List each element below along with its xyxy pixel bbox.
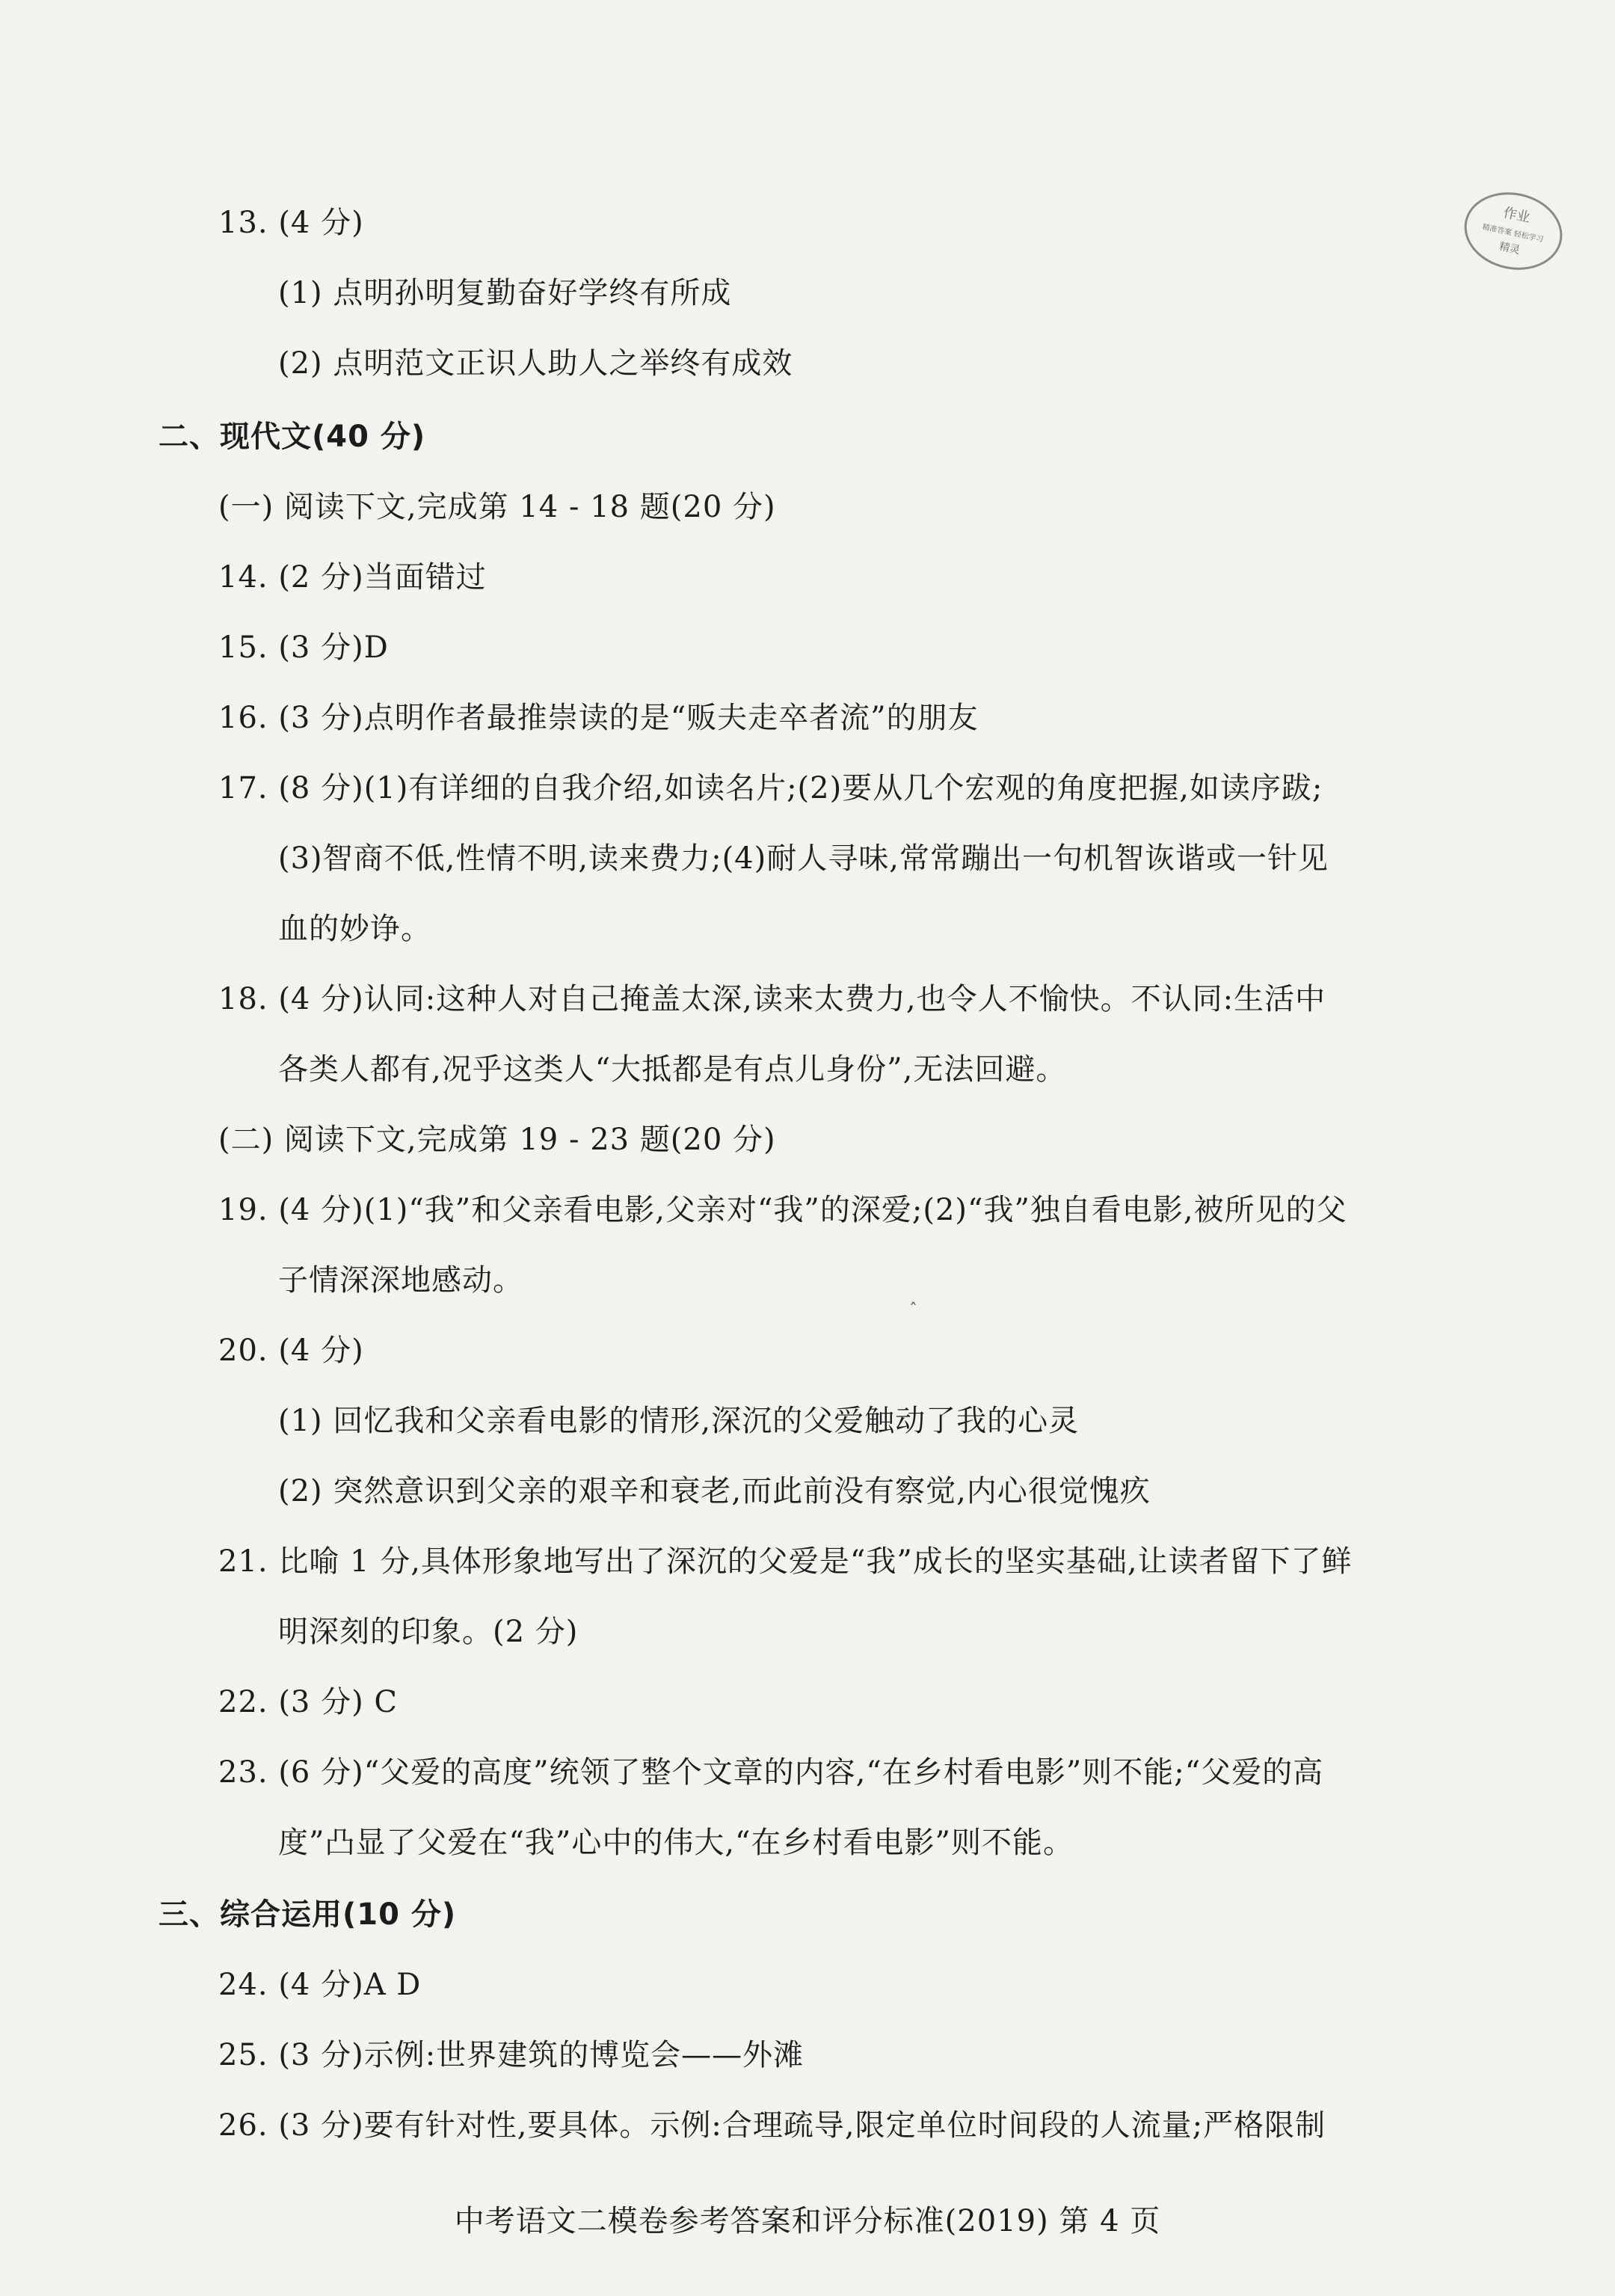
- q19-line-1: 19. (4 分)(1)“我”和父亲看电影,父亲对“我”的深爱;(2)“我”独自看电影,被所见的父: [218, 1193, 1347, 1227]
- q20-heading: 20. (4 分): [218, 1333, 364, 1368]
- q18-line-1: 18. (4 分)认同:这种人对自己掩盖太深,读来太费力,也令人不愉快。不认同:生活中: [218, 982, 1326, 1016]
- q18-line-2: 各类人都有,况乎这类人“大抵都是有点儿身份”,无法回避。: [278, 1052, 1067, 1087]
- q26-line-1: 26. (3 分)要有针对性,要具体。示例:合理疏导,限定单位时间段的人流量;严格限制: [218, 2108, 1326, 2143]
- stamp-middle-text: 精准答案 轻松学习: [1481, 223, 1545, 245]
- q24-answer: 24. (4 分)A D: [218, 1968, 422, 2002]
- q20-point-2: (2) 突然意识到父亲的艰辛和衰老,而此前没有察觉,内心很觉愧疚: [278, 1474, 1151, 1508]
- q16-answer: 16. (3 分)点明作者最推崇读的是“贩夫走卒者流”的朋友: [218, 701, 979, 735]
- q13-point-2: (2) 点明范文正识人助人之举终有成效: [278, 346, 793, 381]
- section-3-heading: 三、综合运用(10 分): [159, 1897, 457, 1932]
- q13-point-1: (1) 点明孙明复勤奋好学终有所成: [278, 276, 732, 310]
- stamp-top-text: 作业: [1501, 204, 1532, 226]
- q14-answer: 14. (2 分)当面错过: [218, 560, 487, 595]
- q13-heading: 13. (4 分): [218, 206, 364, 240]
- q17-line-3: 血的妙诤。: [278, 912, 431, 946]
- q19-line-2: 子情深深地感动。: [278, 1263, 523, 1298]
- section-2-heading: 二、现代文(40 分): [159, 420, 426, 454]
- q21-line-2: 明深刻的印象。(2 分): [278, 1615, 579, 1649]
- q20-point-1: (1) 回忆我和父亲看电影的情形,深沉的父爱触动了我的心灵: [278, 1404, 1080, 1438]
- q17-line-2: (3)智商不低,性情不明,读来费力;(4)耐人寻味,常常蹦出一句机智诙谐或一针见: [278, 841, 1329, 876]
- stamp-bottom-text: 精灵: [1498, 240, 1522, 257]
- q22-answer: 22. (3 分) C: [218, 1685, 399, 1719]
- page-footer: 中考语文二模卷参考答案和评分标准(2019) 第 4 页: [454, 2204, 1161, 2238]
- part-1-intro: (一) 阅读下文,完成第 14 - 18 题(20 分): [218, 490, 776, 524]
- watermark-stamp: [1457, 183, 1569, 278]
- q23-line-1: 23. (6 分)“父爱的高度”统领了整个文章的内容,“在乡村看电影”则不能;“父爱的高: [218, 1755, 1324, 1790]
- q25-answer: 25. (3 分)示例:世界建筑的博览会——外滩: [218, 2038, 805, 2072]
- stray-mark: ˆ: [909, 1301, 917, 1320]
- part-2-intro: (二) 阅读下文,完成第 19 - 23 题(20 分): [218, 1123, 776, 1157]
- q15-answer: 15. (3 分)D: [218, 630, 389, 665]
- q23-line-2: 度”凸显了父爱在“我”心中的伟大,“在乡村看电影”则不能。: [278, 1826, 1074, 1860]
- q17-line-1: 17. (8 分)(1)有详细的自我介绍,如读名片;(2)要从几个宏观的角度把握,如读序跋;: [218, 771, 1323, 805]
- q21-line-1: 21. 比喻 1 分,具体形象地写出了深沉的父爱是“我”成长的坚实基础,让读者留下了鲜: [218, 1544, 1353, 1579]
